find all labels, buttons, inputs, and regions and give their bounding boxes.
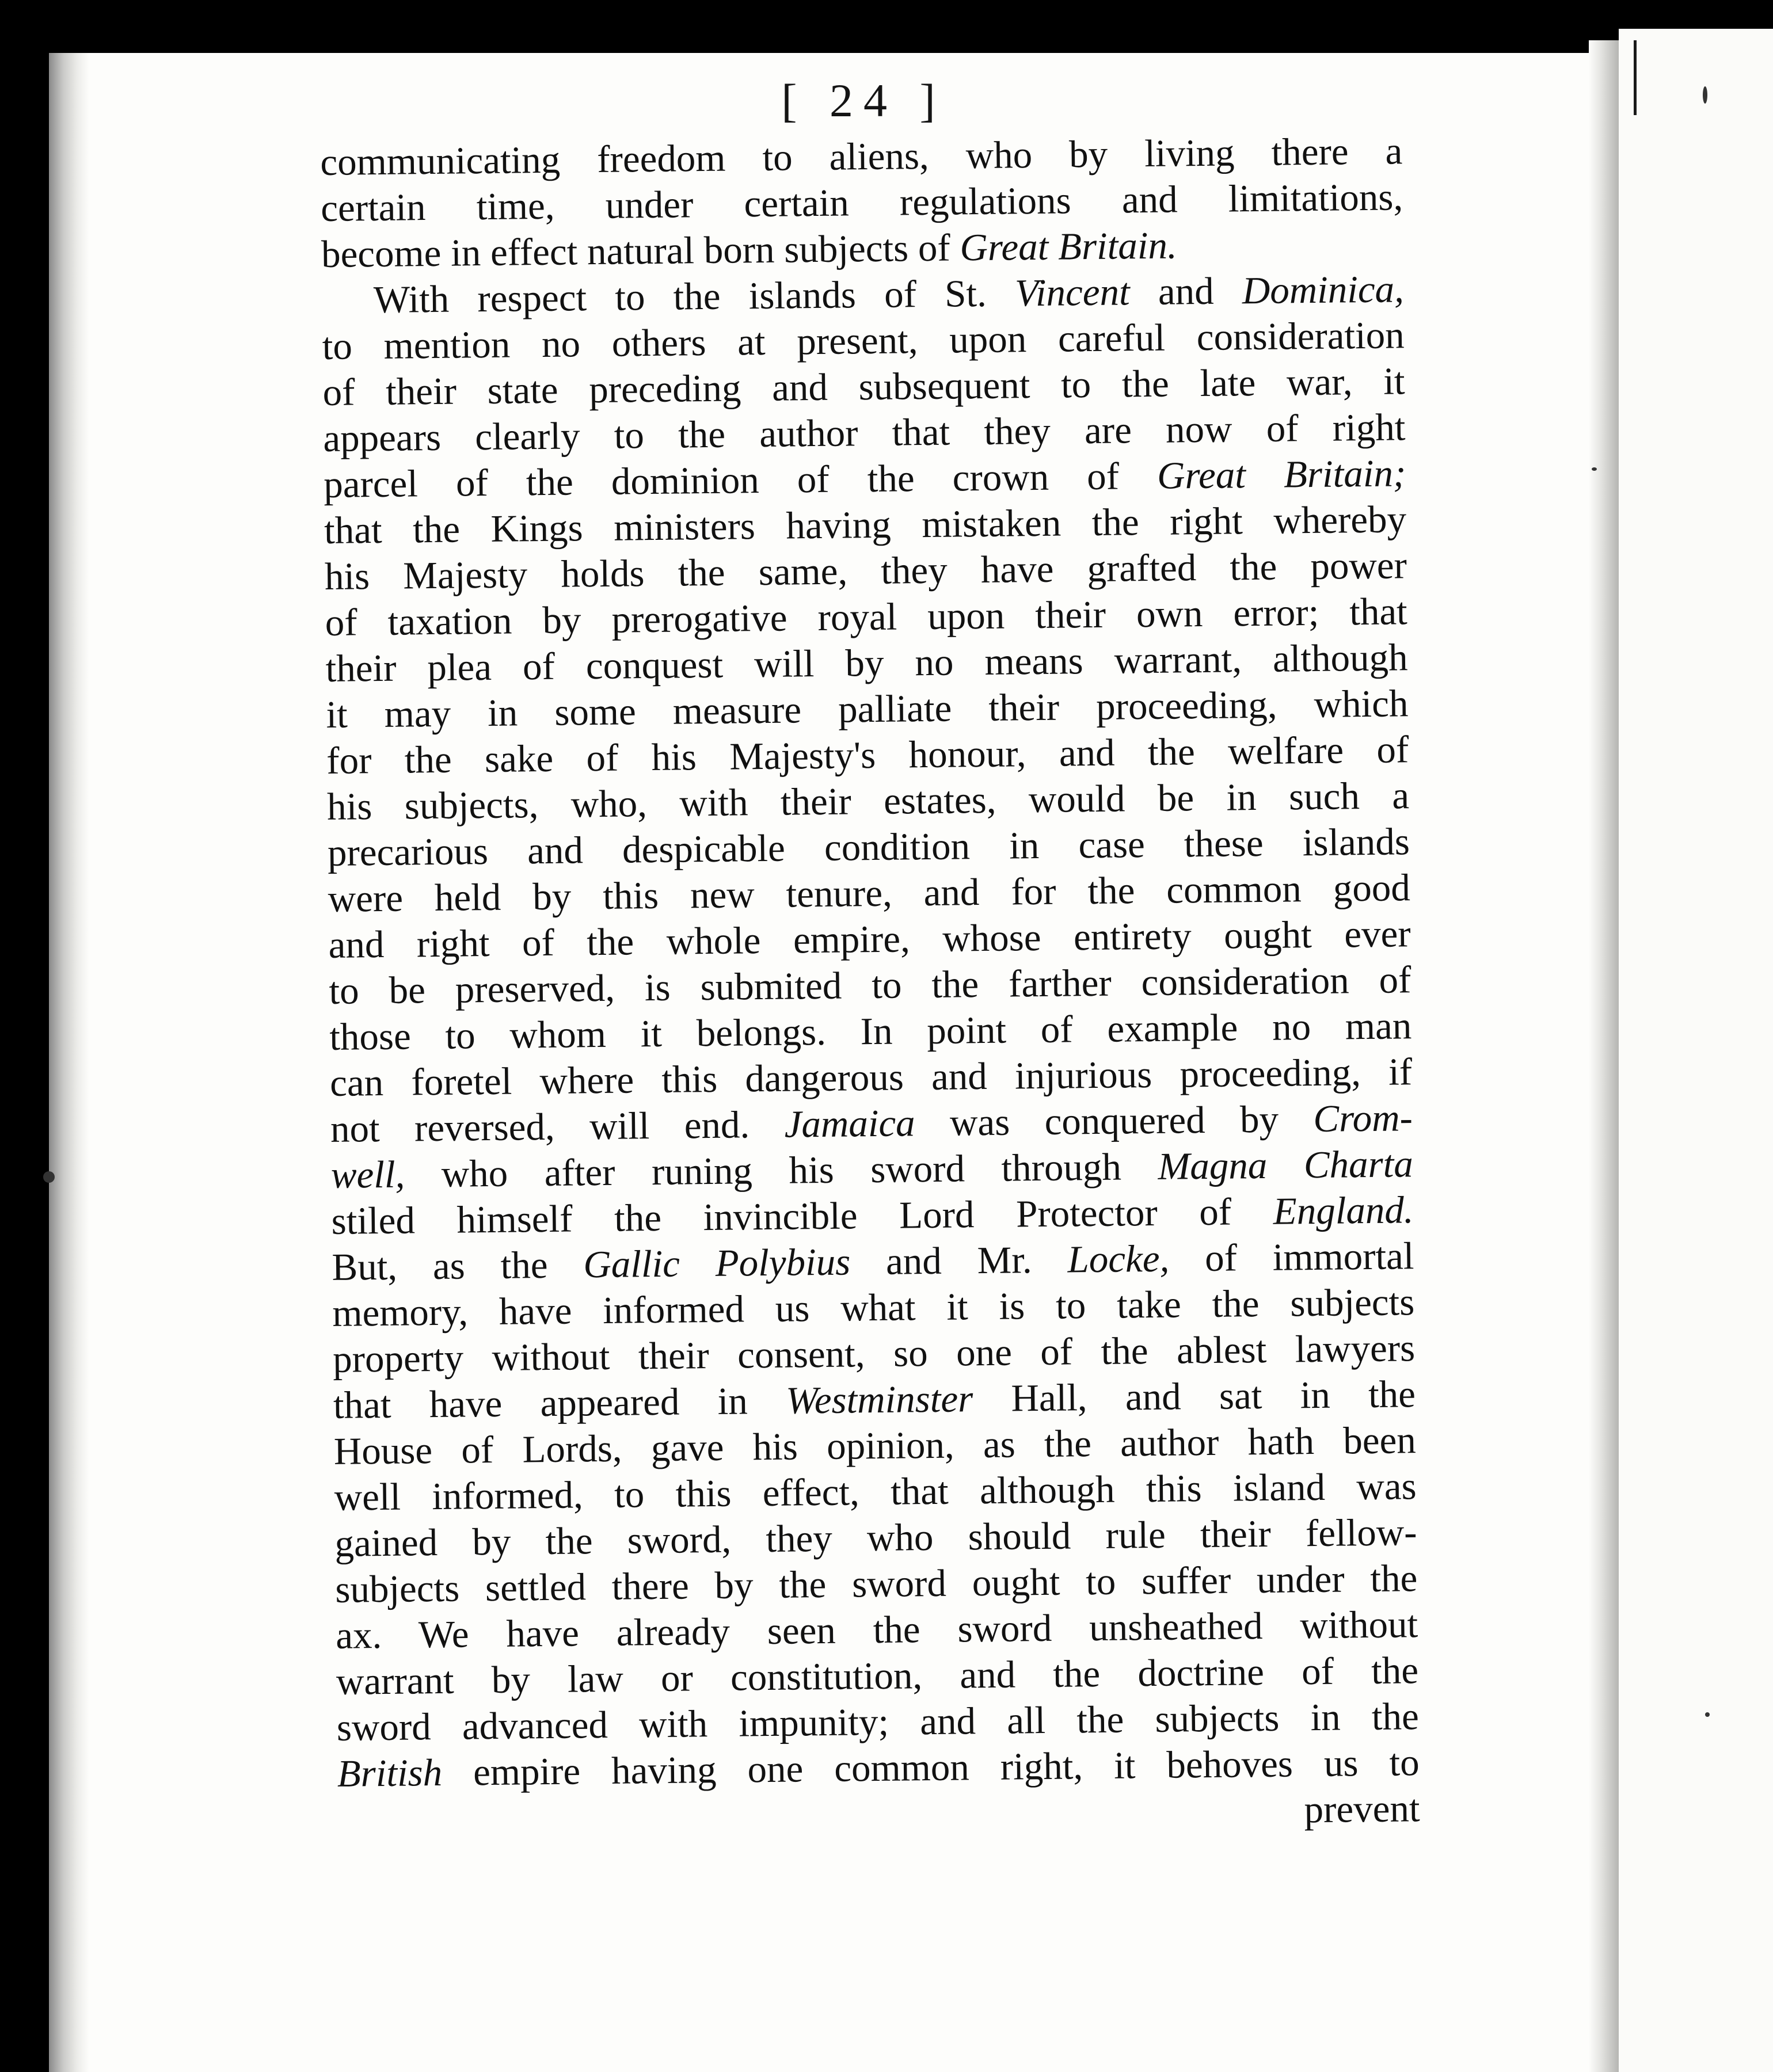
italic-text: Great Britain.	[960, 224, 1178, 269]
body-text	[320, 128, 1420, 1843]
italic-text: Westminster	[785, 1377, 973, 1422]
text-segment: precarious and despicable condition in case these islands	[327, 820, 1410, 874]
italic-text: Crom-	[1313, 1096, 1413, 1141]
text-segment: sword advanced with impunity; and all the subjects in the	[336, 1695, 1420, 1749]
text-segment: gained by the sword, they who should rule their fellow-	[334, 1511, 1417, 1565]
italic-text: well,	[330, 1153, 405, 1197]
text-segment: well informed, to this effect, that although this island was	[334, 1465, 1417, 1519]
text-segment: memory, have informed us what it is to take the subjects	[332, 1281, 1415, 1335]
italic-text: British	[337, 1751, 443, 1795]
text-segment: Hall, and sat in the	[972, 1373, 1416, 1420]
italic-text: Jamaica	[784, 1102, 915, 1146]
text-segment: communicating freedom to aliens, who by living there a	[320, 130, 1403, 184]
text-segment: certain time, under certain regulations and limitations,	[320, 176, 1403, 230]
text-segment: subjects settled there by the sword ought to suffer under the	[335, 1557, 1418, 1611]
italic-text: Magna Charta	[1158, 1142, 1414, 1188]
text-segment: his Majesty holds the same, they have grafted the power	[324, 544, 1407, 598]
print-speck	[1703, 86, 1707, 104]
text-segment: But, as the	[332, 1243, 584, 1289]
text-segment: who after runing his sword through	[404, 1145, 1158, 1196]
text-segment: not reversed, will end.	[330, 1103, 785, 1151]
text-segment: of their state preceding and subsequent to the late war, it	[322, 360, 1405, 414]
text-segment: parcel of the dominion of the crown of	[323, 454, 1158, 506]
text-segment: ax. We have already seen the sword unsheathed without	[335, 1603, 1418, 1657]
text-segment: With respect to the islands of St.	[373, 272, 1015, 322]
text-segment: it may in some measure palliate their proceeding, which	[326, 682, 1409, 736]
text-segment: his subjects, who, with their estates, would be in such a	[326, 774, 1410, 828]
text-segment: empire having one common right, it behoves us to	[442, 1741, 1420, 1794]
text-segment: to be preserved, is submited to the farther consideration of	[329, 958, 1411, 1012]
print-speck	[1705, 1712, 1710, 1717]
facing-page-mark	[1634, 40, 1637, 115]
text-segment: warrant by law or constitution, and the doctrine of the	[336, 1649, 1419, 1703]
text-segment: that have appeared in	[333, 1379, 786, 1427]
text-segment: and right of the whole empire, whose entirety ought ever	[328, 912, 1411, 966]
text-segment: House of Lords, gave his opinion, as the author hath been	[333, 1419, 1417, 1473]
text-segment: of immortal	[1169, 1235, 1414, 1280]
page-left-edge	[49, 53, 89, 2072]
print-speck	[43, 1171, 55, 1183]
italic-text: Gallic Polybius	[583, 1240, 851, 1286]
italic-text: Great Britain;	[1156, 452, 1406, 497]
italic-text: Locke,	[1067, 1237, 1170, 1281]
text-segment: stiled himself the invincible Lord Protector of	[331, 1190, 1274, 1243]
text-segment: and	[1129, 269, 1243, 314]
text-segment: those to whom it belongs. In point of example no man	[329, 1004, 1412, 1058]
text-segment: were held by this new tenure, and for the common good	[328, 866, 1411, 920]
text-segment: property without their consent, so one of the ablest lawyers	[332, 1327, 1416, 1381]
text-segment: become in effect natural born subjects of	[321, 226, 960, 276]
text-segment: prevent	[1304, 1787, 1420, 1831]
text-segment: that the Kings ministers having mistaken the right whereby	[324, 498, 1407, 552]
text-segment: and Mr.	[850, 1238, 1068, 1283]
text-segment: can foretel where this dangerous and injurious proceeding, if	[329, 1050, 1413, 1104]
italic-text: Dominica,	[1242, 268, 1405, 313]
text-segment: to mention no others at present, upon careful consideration	[322, 314, 1405, 368]
book-gutter	[1589, 40, 1619, 2072]
text-segment: of taxation by prerogative royal upon their own error; that	[325, 590, 1408, 644]
italic-text: Vincent	[1014, 271, 1131, 315]
facing-page-edge	[1619, 29, 1773, 2072]
text-segment: their plea of conquest will by no means warrant, although	[325, 636, 1408, 690]
page-number: [ 24 ]	[781, 74, 946, 127]
text-segment: was conquered by	[915, 1098, 1314, 1145]
italic-text: England.	[1273, 1189, 1414, 1233]
text-segment: appears clearly to the author that they are now of right	[323, 406, 1406, 460]
text-segment: for the sake of his Majesty's honour, and the welfare of	[326, 728, 1409, 782]
print-speck	[1592, 467, 1597, 471]
